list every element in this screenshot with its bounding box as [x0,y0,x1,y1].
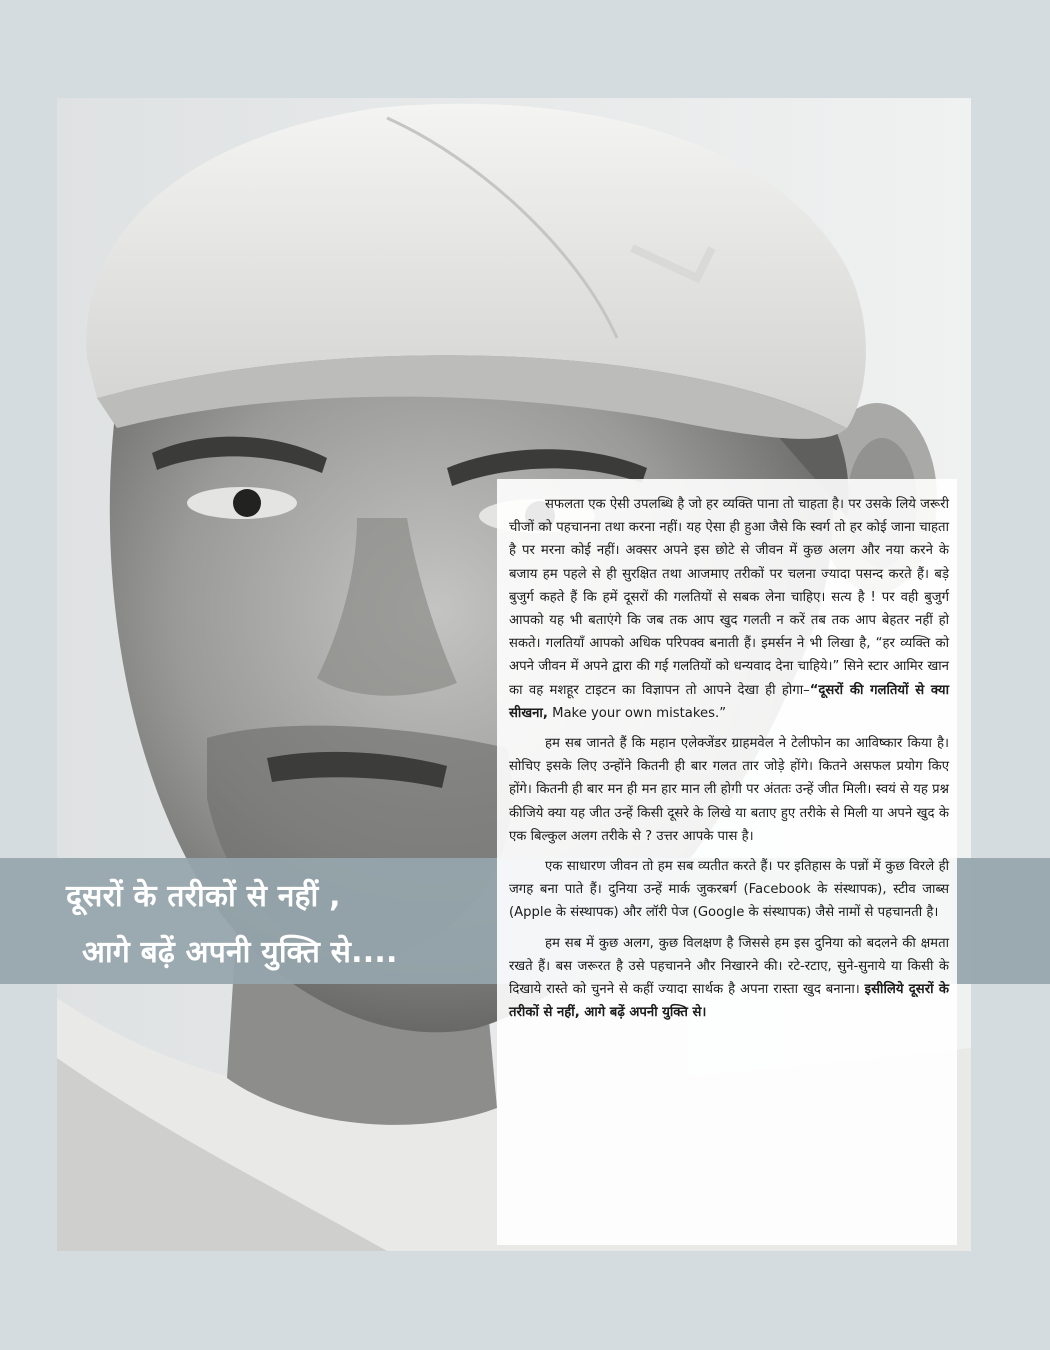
article-panel [497,479,957,1245]
paragraph-4-bold: इसीलिये दूसरों के तरीकों से नहीं, आगे बढ़ें अपनी युक्ति से। [509,982,949,1021]
paragraph-4-text: हम सब में कुछ अलग, कुछ विलक्षण है जिससे हम इस दुनिया को बदलने की क्षमता रखते हैं। बस जरूरत है उसे पहचानने और निखारने की। रटे-रटाए, सुने-सुनाये या किसी के दिखाये रास्ते को चुनने से कहीं ज्यादा सार्थक है अपना रास्ता खुद बनाना। [509,935,949,998]
article-paragraph-3: एक साधारण जीवन तो हम सब व्यतीत करते हैं। पर इतिहास के पन्नों में कुछ विरले ही जगह बना पाते हैं। दुनिया उन्हें मार्क जुकरबर्ग (Facebook के संस्थापक), स्टीव जाब्स (Apple के संस्थापक) और लॉरी पेज (Google के संस्थापक) जैसे नामों से पहचानती है। [509,859,949,921]
headline-line-2: आगे बढ़ें अपनी युक्ति से.... [82,935,398,970]
paragraph-1-text: सफलता एक ऐसी उपलब्धि है जो हर व्यक्ति पाना तो चाहता है। पर उसके लिये जरूरी चीजों को पहचानना तथा करना नहीं। यह ऐसा ही हुआ जैसे कि स्वर्ग तो हर कोई जाना चाहता है पर मरना कोई नहीं। अक्सर अपने इस छोटे से जीवन में कुछ अलग और नया करने के बजाय हम पहले से ही सुरक्षित तथा आजमाए तरीकों पर चलना ज्यादा पसन्द करते हैं। बड़े बुजुर्ग कहते हैं कि हमें दूसरों की गलतियों से सबक लेना चाहिए। सत्य है ! पर वही बुजुर्ग आपको यह भी बताएंगे कि जब तक आप खुद गलती न करें तब तक आप बेहतर नहीं हो सकते। गलतियाँ आपको अधिक परिपक्व बनाती हैं। इमर्सन ने भी लिखा है, “हर व्यक्ति को अपने जीवन में अपने द्वारा की गई गलतियों को धन्यवाद देना चाहिये।” सिने स्टार आमिर खान का वह मशहूर टाइटन का विज्ञापन तो आपने देखा ही होगा– [509,497,949,698]
paragraph-1-bold: “दूसरों की गलतियों से क्या सीखना, [509,682,949,721]
article-paragraph-4 [509,932,949,1025]
paragraph-1-end: Make your own mistakes.” [547,705,727,721]
article-paragraph-1 [509,493,949,725]
headline-line-1: दूसरों के तरीकों से नहीं , [66,879,341,914]
article-paragraph-2: हम सब जानते हैं कि महान एलेक्जेंडर ग्राहमवेल ने टेलीफोन का आविष्कार किया है। सोचिए इसके लिए उन्होंने कितनी ही बार गलत तार जोड़े होंगे। कितने असफल प्रयोग किए होंगे। कितनी ही बार मन ही मन हार मान ली होगी पर अंततः उन्हें जीत मिली। स्वयं से यह प्रश्न कीजिये क्या यह जीत उन्हें किसी दूसरे के लिखे या बताए हुए तरीके से मिली या अपने खुद के एक बिल्कुल अलग तरीके से ? उत्तर आपके पास है। [509,736,949,844]
